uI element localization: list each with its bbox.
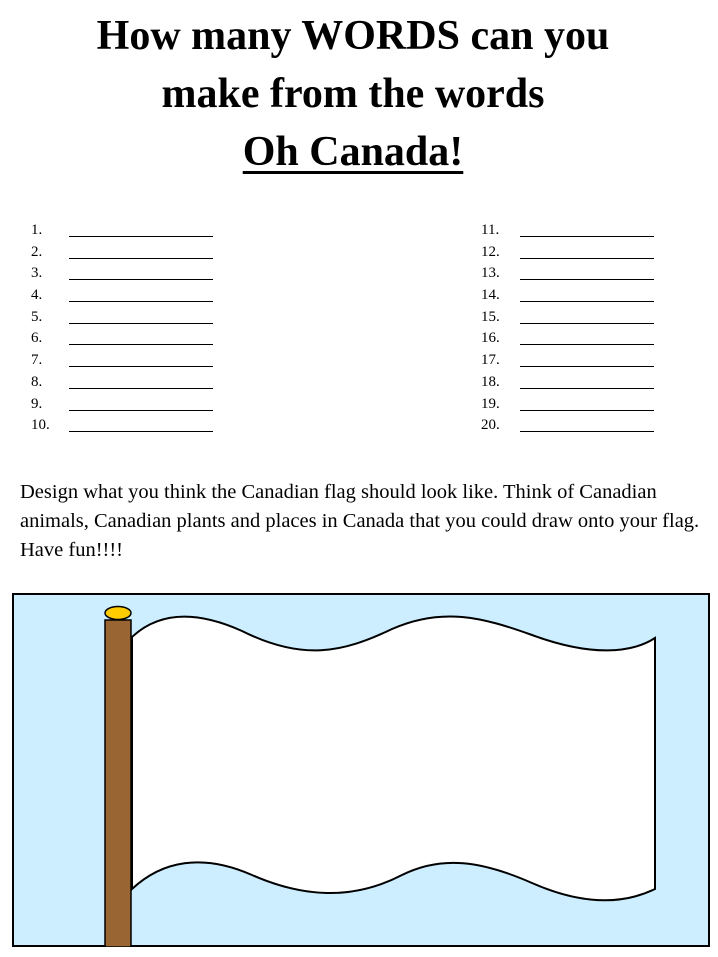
answer-blank-line[interactable] [520,279,654,280]
word-number: 1. [31,222,43,238]
word-number: 2. [31,243,43,260]
page-title-underlined: Oh Canada! [242,129,464,175]
answer-blank-line[interactable] [69,431,213,432]
answer-blank-line[interactable] [520,258,654,259]
flag-drawing-area[interactable] [12,593,710,947]
answer-blank-line[interactable] [520,323,654,324]
word-number: 10. [31,417,50,434]
word-number: 12. [481,243,500,260]
page-title-line-1: How many WORDS can you [96,13,610,59]
answer-blank-line[interactable] [69,388,213,389]
answer-blank-line[interactable] [520,344,654,345]
word-number: 19. [481,395,500,412]
answer-blank-line[interactable] [520,410,654,411]
answer-blank-line[interactable] [520,301,654,302]
answer-blank-line[interactable] [69,410,213,411]
word-number: 18. [481,373,500,390]
answer-blank-line[interactable] [69,236,213,237]
answer-blank-line[interactable] [69,279,213,280]
answer-blank-line[interactable] [520,431,654,432]
word-number: 3. [31,265,43,282]
instructions-text: Design what you think the Canadian flag should look like. Think of Canadian animals, Canadian plants and places in Canada that you could draw onto your flag. Have fun!!!! [20,481,700,561]
word-number: 13. [481,265,500,282]
flag-pole-finial [105,607,131,620]
page-title-line-3 [0,124,706,180]
word-number: 5. [31,308,43,325]
blank-flag[interactable] [132,616,655,900]
word-number: 16. [481,330,500,347]
word-number: 8. [31,373,43,390]
word-number: 17. [481,352,500,369]
word-number: 7. [31,352,43,369]
answer-blank-line[interactable] [69,366,213,367]
word-number: 15. [481,308,500,325]
answer-blank-line[interactable] [69,258,213,259]
word-number: 9. [31,395,43,412]
answer-blank-line[interactable] [69,301,213,302]
word-number: 20. [481,417,500,434]
word-number: 11. [481,222,500,238]
word-number: 6. [31,330,43,347]
answer-blank-line[interactable] [520,366,654,367]
page-title-line-2: make from the words [161,71,545,117]
answer-blank-line[interactable] [520,388,654,389]
answer-blank-line[interactable] [520,236,654,237]
word-number: 4. [31,287,43,304]
word-number: 14. [481,287,500,304]
flag-pole [105,620,131,947]
answer-blank-line[interactable] [69,323,213,324]
answer-blank-line[interactable] [69,344,213,345]
